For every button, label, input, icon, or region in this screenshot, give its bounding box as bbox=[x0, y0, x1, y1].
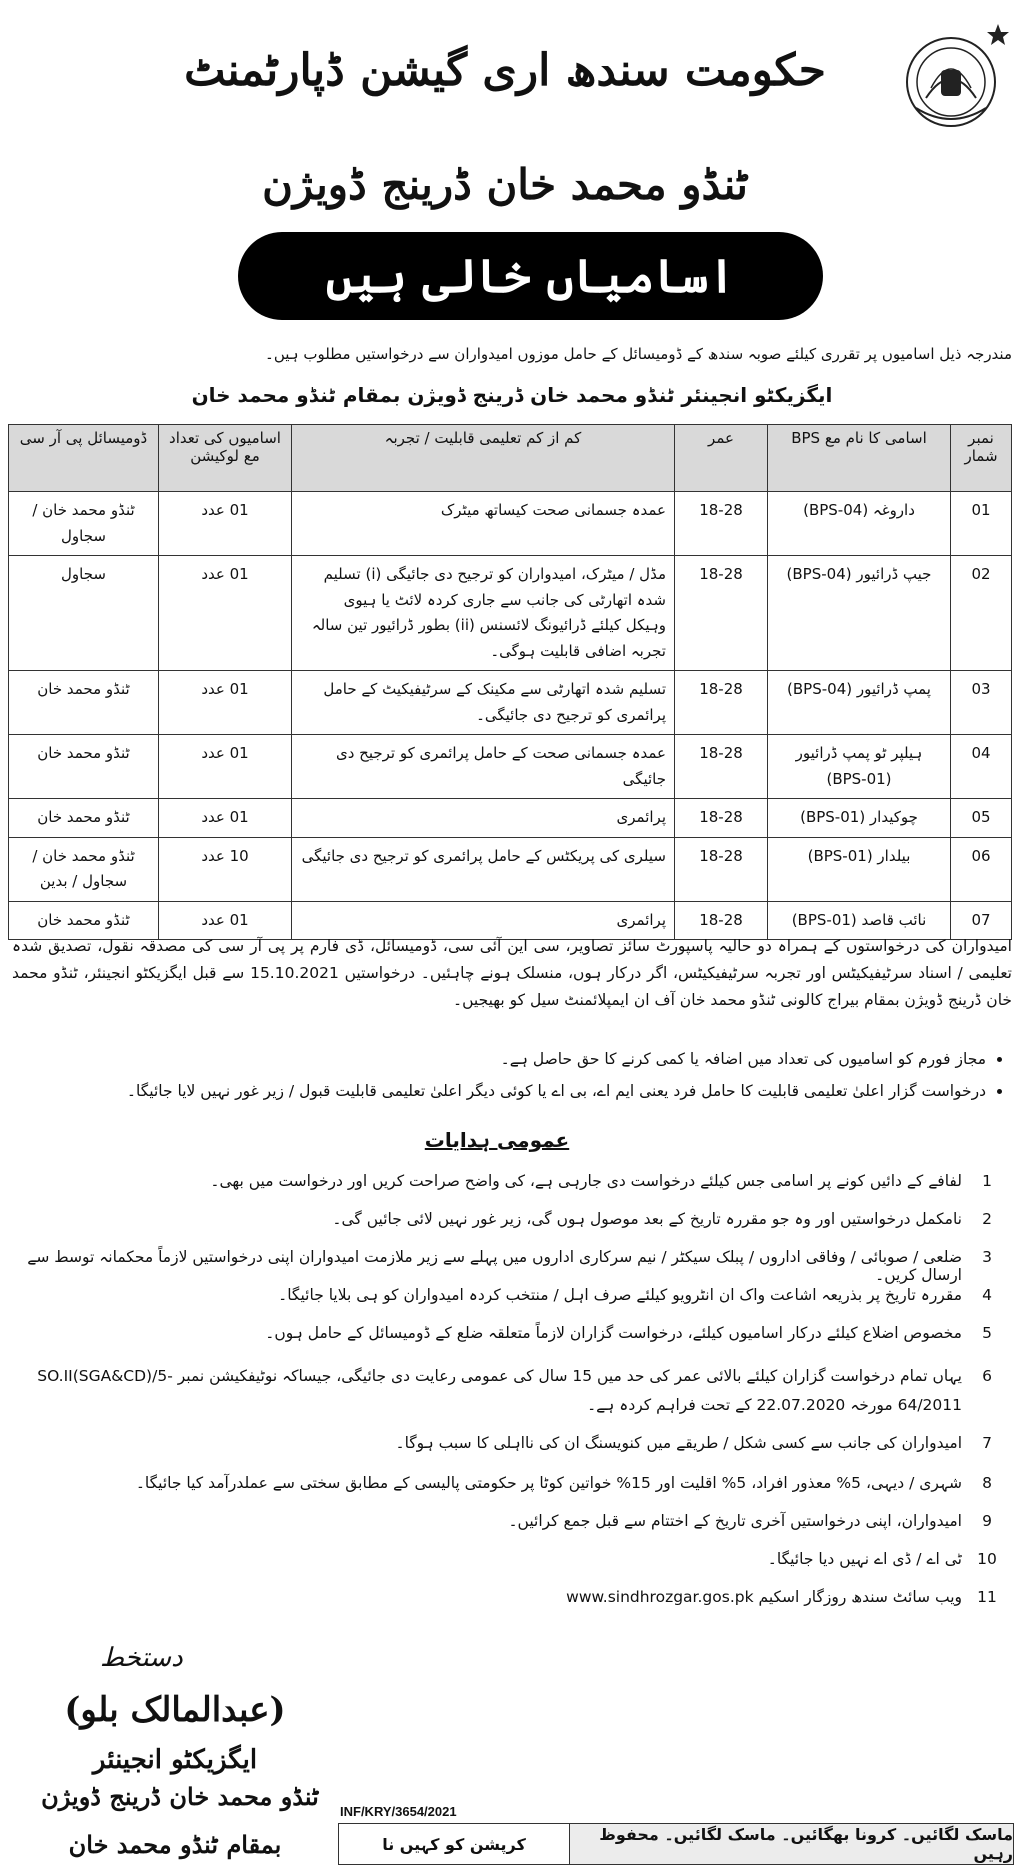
count-cell: 01 عدد bbox=[159, 492, 292, 556]
count-cell: 01 عدد bbox=[159, 671, 292, 735]
sindh-government-emblem-icon bbox=[886, 20, 1016, 135]
table-header-row bbox=[9, 425, 1012, 492]
list-item: 1 لفافے کے دائیں کونے پر اسامی جس کیلئے درخواست دی جارہی ہے، کی واضح صراحت کریں اور درخواست میں بھی۔ bbox=[210, 1172, 992, 1190]
header-age: عمر bbox=[675, 425, 768, 492]
list-item: 4 مقررہ تاریخ پر بذریعہ اشاعت واک ان انٹرویو کیلئے صرف اہل / منتخب کردہ امیدواران کو ہی بلایا جائیگا۔ bbox=[278, 1286, 992, 1304]
anti-corruption-message: کرپشن کو کہیں نا bbox=[339, 1824, 570, 1864]
header-serial: نمبر شمار bbox=[951, 425, 1012, 492]
serial-cell: 04 bbox=[951, 735, 1012, 799]
age-cell: 18-28 bbox=[675, 837, 768, 901]
signatory-designation: ایگزیکٹو انجینئر bbox=[92, 1745, 258, 1775]
vacancy-table bbox=[8, 424, 1012, 940]
table-row bbox=[9, 492, 1012, 556]
vacancies-banner: اسامیاں خالی ہیں bbox=[238, 232, 823, 320]
qualification-cell: سیلری کی پریکٹس کے حامل پرائمری کو ترجیح دی جائیگی bbox=[292, 837, 675, 901]
age-cell: 18-28 bbox=[675, 671, 768, 735]
table-row bbox=[9, 556, 1012, 671]
department-title: حکومت سندھ اری گیشن ڈپارٹمنٹ bbox=[184, 45, 826, 96]
age-cell: 18-28 bbox=[675, 556, 768, 671]
signatory-location: بمقام ٹنڈو محمد خان bbox=[68, 1830, 282, 1859]
list-item: 7 امیدواران کی جانب سے کسی شکل / طریقے میں کنویسنگ ان کی نااہلی کا سبب ہوگا۔ bbox=[395, 1434, 992, 1452]
post-cell: جیپ ڈرائیور (BPS-04) bbox=[768, 556, 951, 671]
list-item: 8 شہری / دیہی، 5% معذور افراد، 5% اقلیت اور 15% خواتین کوٹا پر حکومتی پالیسی کے مطابق سختی سے عملدرآمد کیا جائیگا۔ bbox=[135, 1474, 992, 1492]
domicile-cell: ٹنڈو محمد خان bbox=[9, 735, 159, 799]
qualification-cell: پرائمری bbox=[292, 799, 675, 838]
list-item: 11 ویب سائٹ سندھ روزگار اسکیم www.sindhrozgar.gos.pk bbox=[566, 1588, 997, 1606]
qualification-cell: تسلیم شدہ اتھارٹی سے مکینک کے سرٹیفیکیٹ کے حامل پرائمری کو ترجیح دی جائیگی۔ bbox=[292, 671, 675, 735]
header-post: اسامی کا نام مع BPS bbox=[768, 425, 951, 492]
signatory-name: (عبدالمالک بلو) bbox=[64, 1690, 286, 1730]
reference-number: INF/KRY/3654/2021 bbox=[340, 1804, 457, 1819]
bullet-list bbox=[0, 1050, 1012, 1114]
header-qualification: کم از کم تعلیمی قابلیت / تجربہ bbox=[292, 425, 675, 492]
list-item: • مجاز فورم کو اسامیوں کی تعداد میں اضافہ یا کمی کرنے کا حق حاصل ہے۔ bbox=[0, 1050, 986, 1068]
count-cell: 01 عدد bbox=[159, 556, 292, 671]
post-cell: داروغہ (BPS-04) bbox=[768, 492, 951, 556]
list-item: 9 امیدواران، اپنی درخواستیں آخری تاریخ کے اختتام سے قبل جمع کرائیں۔ bbox=[508, 1512, 992, 1530]
serial-cell: 01 bbox=[951, 492, 1012, 556]
division-title: ٹنڈو محمد خان ڈرینج ڈویژن bbox=[262, 160, 748, 209]
list-item: • درخواست گزار اعلیٰ تعلیمی قابلیت کا حامل فرد یعنی ایم اے، بی اے یا کوئی دیگر اعلیٰ تعلیمی قابلیت قبول / زیر غور نہیں لایا جائیگا۔ bbox=[0, 1082, 986, 1100]
intro-text: مندرجہ ذیل اسامیوں پر تقرری کیلئے صوبہ سندھ کے ڈومیسائل کے حامل موزوں امیدواران سے درخواستیں مطلوب ہیں۔ bbox=[265, 345, 1012, 363]
post-cell: بیلدار (BPS-01) bbox=[768, 837, 951, 901]
domicile-cell: ٹنڈو محمد خان / سجاول bbox=[9, 492, 159, 556]
general-instructions-title: عمومی ہدایات bbox=[424, 1128, 570, 1152]
office-line: ایگزیکٹو انجینئر ٹنڈو محمد خان ڈرینج ڈویژن بمقام ٹنڈو محمد خان bbox=[191, 383, 833, 407]
application-paragraph: امیدواران کی درخواستوں کے ہمراہ دو حالیہ پاسپورٹ سائز تصاویر، سی این آئی سی، ڈومیسائل، ڈی فارم پر پی آر سی کی مصدقہ نقول، تصدیق شدہ تعلیمی / اسناد سرٹیفیکیٹس اور تجربہ سرٹیفیکیٹس، اگر درکار ہوں، منسلک ہونے چاہئیں۔ درخواستیں 15.10.2021 سے قبل ایگزیکٹو انجینئر، ٹنڈو محمد خان ڈرینج ڈویژن بمقام بیراج کالونی ٹنڈو محمد خان آف ان ایمپلائمنٹ سیل کو بھیجیں۔ bbox=[12, 937, 1012, 1010]
table-row bbox=[9, 837, 1012, 901]
footer-box bbox=[338, 1823, 1014, 1865]
age-cell: 18-28 bbox=[675, 901, 768, 940]
list-item: 10 ٹی اے / ڈی اے نہیں دیا جائیگا۔ bbox=[767, 1550, 997, 1568]
qualification-cell: پرائمری bbox=[292, 901, 675, 940]
covid-message: ماسک لگائیں۔ کرونا بھگائیں۔ ماسک لگائیں۔ محفوظ رہیں bbox=[570, 1824, 1013, 1864]
qualification-cell: عمدہ جسمانی صحت کیساتھ میٹرک bbox=[292, 492, 675, 556]
table-row bbox=[9, 671, 1012, 735]
age-cell: 18-28 bbox=[675, 799, 768, 838]
post-cell: پمپ ڈرائیور (BPS-04) bbox=[768, 671, 951, 735]
count-cell: 01 عدد bbox=[159, 735, 292, 799]
domicile-cell: ٹنڈو محمد خان / سجاول / بدین bbox=[9, 837, 159, 901]
domicile-cell: سجاول bbox=[9, 556, 159, 671]
qualification-cell: مڈل / میٹرک، امیدواران کو ترجیح دی جائیگی (i) تسلیم شدہ اتھارٹی کی جانب سے جاری کردہ لائٹ یا ہیوی وہیکل کیلئے ڈرائیونگ لائسنس (ii) بطور ڈرائیور تین سالہ تجربہ اضافی قابلیت ہوگی۔ bbox=[292, 556, 675, 671]
count-cell: 01 عدد bbox=[159, 901, 292, 940]
post-cell: ہیلپر ٹو پمپ ڈرائیور (BPS-01) bbox=[768, 735, 951, 799]
list-item: 3 ضلعی / صوبائی / وفاقی اداروں / پبلک سیکٹر / نیم سرکاری اداروں میں پہلے سے زیر ملازمت امیدواران اپنی درخواستیں لازماً محکمانہ توسط سے ارسال کریں۔ bbox=[27, 1248, 992, 1284]
post-cell: چوکیدار (BPS-01) bbox=[768, 799, 951, 838]
age-cell: 18-28 bbox=[675, 492, 768, 556]
table-row bbox=[9, 799, 1012, 838]
qualification-cell: عمدہ جسمانی صحت کے حامل پرائمری کو ترجیح دی جائیگی bbox=[292, 735, 675, 799]
domicile-cell: ٹنڈو محمد خان bbox=[9, 901, 159, 940]
serial-cell: 03 bbox=[951, 671, 1012, 735]
header-count: اسامیوں کی تعداد مع لوکیشن bbox=[159, 425, 292, 492]
serial-cell: 02 bbox=[951, 556, 1012, 671]
age-cell: 18-28 bbox=[675, 735, 768, 799]
list-item: 6 یہاں تمام درخواست گزاران کیلئے بالائی عمر کی حد میں 15 سال کی عمومی رعایت دی جائیگی، جیساکہ نوٹیفکیشن نمبر SO.II(SGA&CD)/5-64/2011 مورخہ 22.07.2020 کے تحت فراہم کردہ ہے۔ bbox=[37, 1367, 992, 1415]
serial-cell: 05 bbox=[951, 799, 1012, 838]
domicile-cell: ٹنڈو محمد خان bbox=[9, 799, 159, 838]
domicile-cell: ٹنڈو محمد خان bbox=[9, 671, 159, 735]
signatory-division: ٹنڈو محمد خان ڈرینج ڈویژن bbox=[41, 1782, 319, 1811]
signature-label: دستخط bbox=[100, 1643, 183, 1673]
count-cell: 01 عدد bbox=[159, 799, 292, 838]
serial-cell: 07 bbox=[951, 901, 1012, 940]
serial-cell: 06 bbox=[951, 837, 1012, 901]
count-cell: 10 عدد bbox=[159, 837, 292, 901]
list-item: 2 نامکمل درخواستیں اور وہ جو مقررہ تاریخ کے بعد موصول ہوں گی، زیر غور نہیں لائی جائیں گی۔ bbox=[332, 1210, 992, 1228]
post-cell: نائب قاصد (BPS-01) bbox=[768, 901, 951, 940]
list-item: 5 مخصوص اضلاع کیلئے درکار اسامیوں کیلئے، درخواست گزاران لازماً متعلقہ ضلع کے ڈومیسائل کے حامل ہوں۔ bbox=[265, 1324, 992, 1342]
header-domicile: ڈومیسائل پی آر سی bbox=[9, 425, 159, 492]
table-row bbox=[9, 735, 1012, 799]
